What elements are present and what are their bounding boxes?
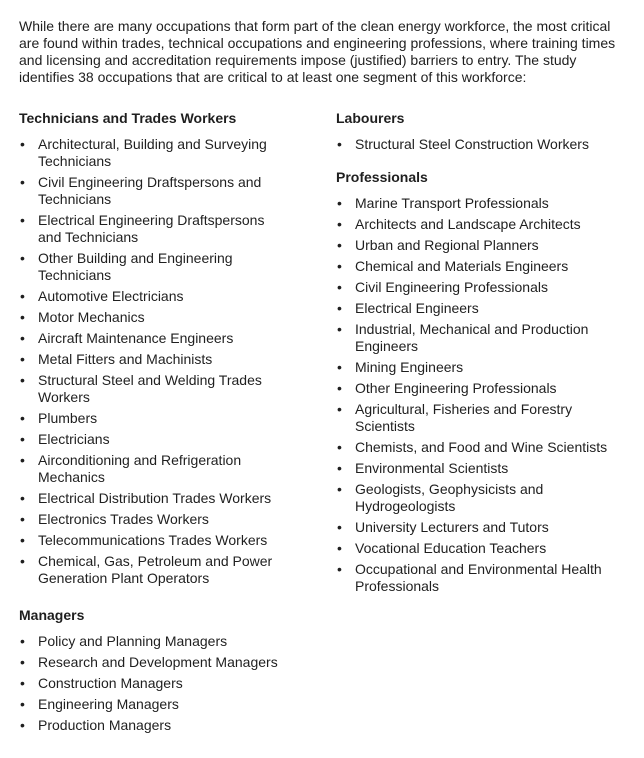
managers-section xyxy=(19,605,309,734)
list-item: • Architects and Landscape Architects xyxy=(336,216,615,233)
list-item: • Structural Steel and Welding Trades Workers xyxy=(19,372,283,406)
technicians-list xyxy=(19,136,309,587)
professionals-list xyxy=(336,195,626,595)
list-item: • Electrical Engineering Draftspersons and Technicians xyxy=(19,212,283,246)
list-item: • Marine Transport Professionals xyxy=(336,195,615,212)
list-item: • Production Managers xyxy=(19,717,309,734)
labourers-list xyxy=(336,136,626,153)
section-title-managers: Managers xyxy=(19,607,85,623)
list-item: • Airconditioning and Refrigeration Mechanics xyxy=(19,452,283,486)
list-item: • Aircraft Maintenance Engineers xyxy=(19,330,283,347)
section-title-professionals: Professionals xyxy=(336,169,428,185)
list-item: • Motor Mechanics xyxy=(19,309,283,326)
list-item: • Electrical Distribution Trades Workers xyxy=(19,490,283,507)
list-item: • Electricians xyxy=(19,431,283,448)
list-item: • Chemical, Gas, Petroleum and Power Generation Plant Operators xyxy=(19,553,283,587)
list-item: • Plumbers xyxy=(19,410,283,427)
list-item: • Chemical and Materials Engineers xyxy=(336,258,615,275)
technicians-section xyxy=(19,108,309,587)
list-item: • Engineering Managers xyxy=(19,696,309,713)
list-item: • Electronics Trades Workers xyxy=(19,511,283,528)
list-item: • Urban and Regional Planners xyxy=(336,237,615,254)
section-title-labourers: Labourers xyxy=(336,110,405,126)
list-item: • Other Engineering Professionals xyxy=(336,380,615,397)
list-item: • Civil Engineering Draftspersons and Technicians xyxy=(19,174,283,208)
labourers-section xyxy=(336,108,626,153)
list-item: • Research and Development Managers xyxy=(19,654,309,671)
list-item: • Vocational Education Teachers xyxy=(336,540,615,557)
list-item: • Construction Managers xyxy=(19,675,309,692)
list-item: • Agricultural, Fisheries and Forestry Scientists xyxy=(336,401,615,435)
section-title-technicians: Technicians and Trades Workers xyxy=(19,110,237,126)
list-item: • Civil Engineering Professionals xyxy=(336,279,615,296)
list-item: • University Lecturers and Tutors xyxy=(336,519,615,536)
list-item: • Architectural, Building and Surveying Technicians xyxy=(19,136,283,170)
managers-list xyxy=(19,633,309,734)
list-item: • Structural Steel Construction Workers xyxy=(336,136,615,153)
list-item: • Industrial, Mechanical and Production Engineers xyxy=(336,321,615,355)
list-item: • Telecommunications Trades Workers xyxy=(19,532,283,549)
intro-paragraph: While there are many occupations that form part of the clean energy workforce, the most critical are found within trades, technical occupations and engineering professions, where training times and licensing and accreditation requirements impose (justified) barriers to entry. The study identifies 38 occupations that are critical to at least one segment of this workforce: xyxy=(19,18,616,85)
list-item: • Policy and Planning Managers xyxy=(19,633,309,650)
list-item: • Chemists, and Food and Wine Scientists xyxy=(336,439,615,456)
left-column xyxy=(19,108,309,738)
list-item: • Occupational and Environmental Health Professionals xyxy=(336,561,615,595)
right-column xyxy=(336,108,626,599)
list-item: • Environmental Scientists xyxy=(336,460,615,477)
professionals-section xyxy=(336,167,626,595)
list-item: • Automotive Electricians xyxy=(19,288,283,305)
list-item: • Other Building and Engineering Technicians xyxy=(19,250,283,284)
list-item: • Electrical Engineers xyxy=(336,300,615,317)
list-item: • Geologists, Geophysicists and Hydrogeologists xyxy=(336,481,615,515)
list-item: • Metal Fitters and Machinists xyxy=(19,351,283,368)
list-item: • Mining Engineers xyxy=(336,359,615,376)
